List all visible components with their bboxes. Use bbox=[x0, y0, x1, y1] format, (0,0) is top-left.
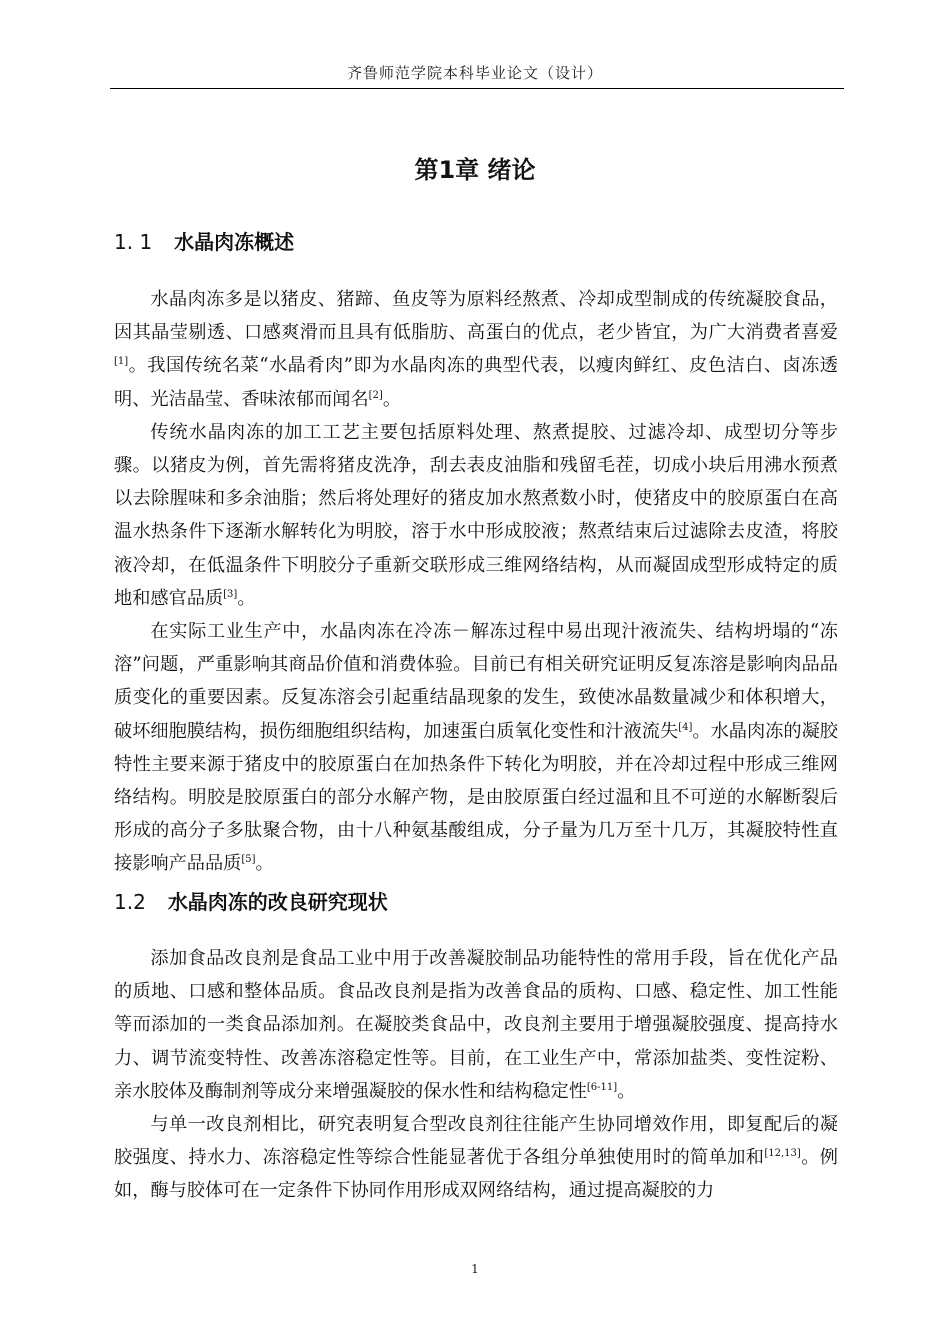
paragraph-text: 。 bbox=[255, 853, 274, 875]
paragraph bbox=[114, 1108, 838, 1208]
paragraph bbox=[114, 416, 838, 615]
citation: [3] bbox=[223, 588, 238, 600]
citation: [2] bbox=[368, 389, 383, 401]
paragraph-text: 水晶肉冻多是以猪皮、猪蹄、鱼皮等为原料经熬煮、冷却成型制成的传统凝胶食品，因其晶莹剔透、口感爽滑而且具有低脂肪、高蛋白的优点，老少皆宜，为广大消费者喜爱 bbox=[114, 289, 838, 344]
paragraph-text: 与单一改良剂相比，研究表明复合型改良剂往往能产生协同增效作用，即复配后的凝胶强度、持水力、冻溶稳定性等综合性能显著优于各组分单独使用时的简单加和 bbox=[114, 1114, 838, 1169]
page-number: 1 bbox=[471, 1262, 479, 1276]
citation: [6-11] bbox=[586, 1081, 618, 1093]
paragraph-text: 。我国传统名菜“水晶肴肉”即为水晶肉冻的典型代表，以瘦肉鲜红、皮色洁白、卤冻透明、光洁晶莹、香味浓郁而闻名 bbox=[114, 355, 838, 410]
section-title-text: 水晶肉冻概述 bbox=[174, 230, 295, 254]
paragraph bbox=[114, 283, 838, 416]
citation: [1] bbox=[114, 356, 129, 368]
paragraph-text: 。水晶肉冻的凝胶特性主要来源于猪皮中的胶原蛋白在加热条件下转化为明胶，并在冷却过程中形成三维网络结构。明胶是胶原蛋白的部分水解产物，是由胶原蛋白经过温和且不可逆的水解断裂后形成的高分子多肽聚合物，由十八种氨基酸组成，分子量为几万至十几万，其凝胶特性直接影响产品品质 bbox=[114, 720, 838, 875]
section-heading-1-1 bbox=[114, 226, 294, 255]
paragraph-text: 添加食品改良剂是食品工业中用于改善凝胶制品功能特性的常用手段，旨在优化产品的质地、口感和整体品质。食品改良剂是指为改善食品的质构、口感、稳定性、加工性能等而添加的一类食品添加剂。在凝胶类食品中，改良剂主要用于增强凝胶强度、提高持水力、调节流变特性、改善冻溶稳定性等。目前，在工业生产中，常添加盐类、变性淀粉、亲水胶体及酶制剂等成分来增强凝胶的保水性和结构稳定性 bbox=[114, 948, 838, 1102]
paragraph bbox=[114, 615, 838, 881]
paragraph-text: 传统水晶肉冻的加工工艺主要包括原料处理、熬煮提胶、过滤冷却、成型切分等步骤。以猪皮为例，首先需将猪皮洗净，刮去表皮油脂和残留毛茬，切成小块后用沸水预煮以去除腥味和多余油脂；然后将处理好的猪皮加水熬煮数小时，使猪皮中的胶原蛋白在高温水热条件下逐渐水解转化为明胶，溶于水中形成胶液；熬煮结束后过滤除去皮渣，将胶液冷却，在低温条件下明胶分子重新交联形成三维网络结构，从而凝固成型形成特定的质地和感官品质 bbox=[114, 421, 838, 609]
paragraph-text: 。 bbox=[617, 1080, 636, 1102]
chapter-title: 第1章 绪论 bbox=[414, 156, 536, 184]
header-rule bbox=[110, 88, 844, 89]
paragraph-text: 在实际工业生产中，水晶肉冻在冷冻－解冻过程中易出现汁液流失、结构坍塌的“冻溶”问题，严重影响其商品价值和消费体验。目前已有相关研究证明反复冻溶是影响肉品品质变化的重要因素。反复冻溶会引起重结晶现象的发生，致使冰晶数量减少和体积增大，破坏细胞膜结构，损伤细胞组织结构，加速蛋白质氧化变性和汁液流失 bbox=[114, 621, 838, 742]
section-title-text: 水晶肉冻的改良研究现状 bbox=[167, 890, 388, 914]
section-number: 1. 1 bbox=[114, 230, 153, 254]
paragraph-text: 。 bbox=[382, 388, 402, 410]
section-1-1-body bbox=[114, 283, 838, 881]
section-heading-1-2 bbox=[114, 886, 388, 915]
section-number: 1.2 bbox=[114, 890, 146, 914]
paragraph-text: 。 bbox=[237, 587, 256, 609]
running-header: 齐鲁师范学院本科毕业论文（设计） bbox=[346, 64, 603, 82]
section-1-2-body bbox=[114, 942, 838, 1208]
citation: [4] bbox=[678, 721, 693, 733]
paragraph-text: 。例如，酶与胶体可在一定条件下协同作用形成双网络结构，通过提高凝胶的力 bbox=[114, 1147, 838, 1202]
citation: [5] bbox=[241, 854, 256, 866]
paragraph bbox=[114, 942, 838, 1108]
citation: [12,13] bbox=[764, 1148, 801, 1160]
